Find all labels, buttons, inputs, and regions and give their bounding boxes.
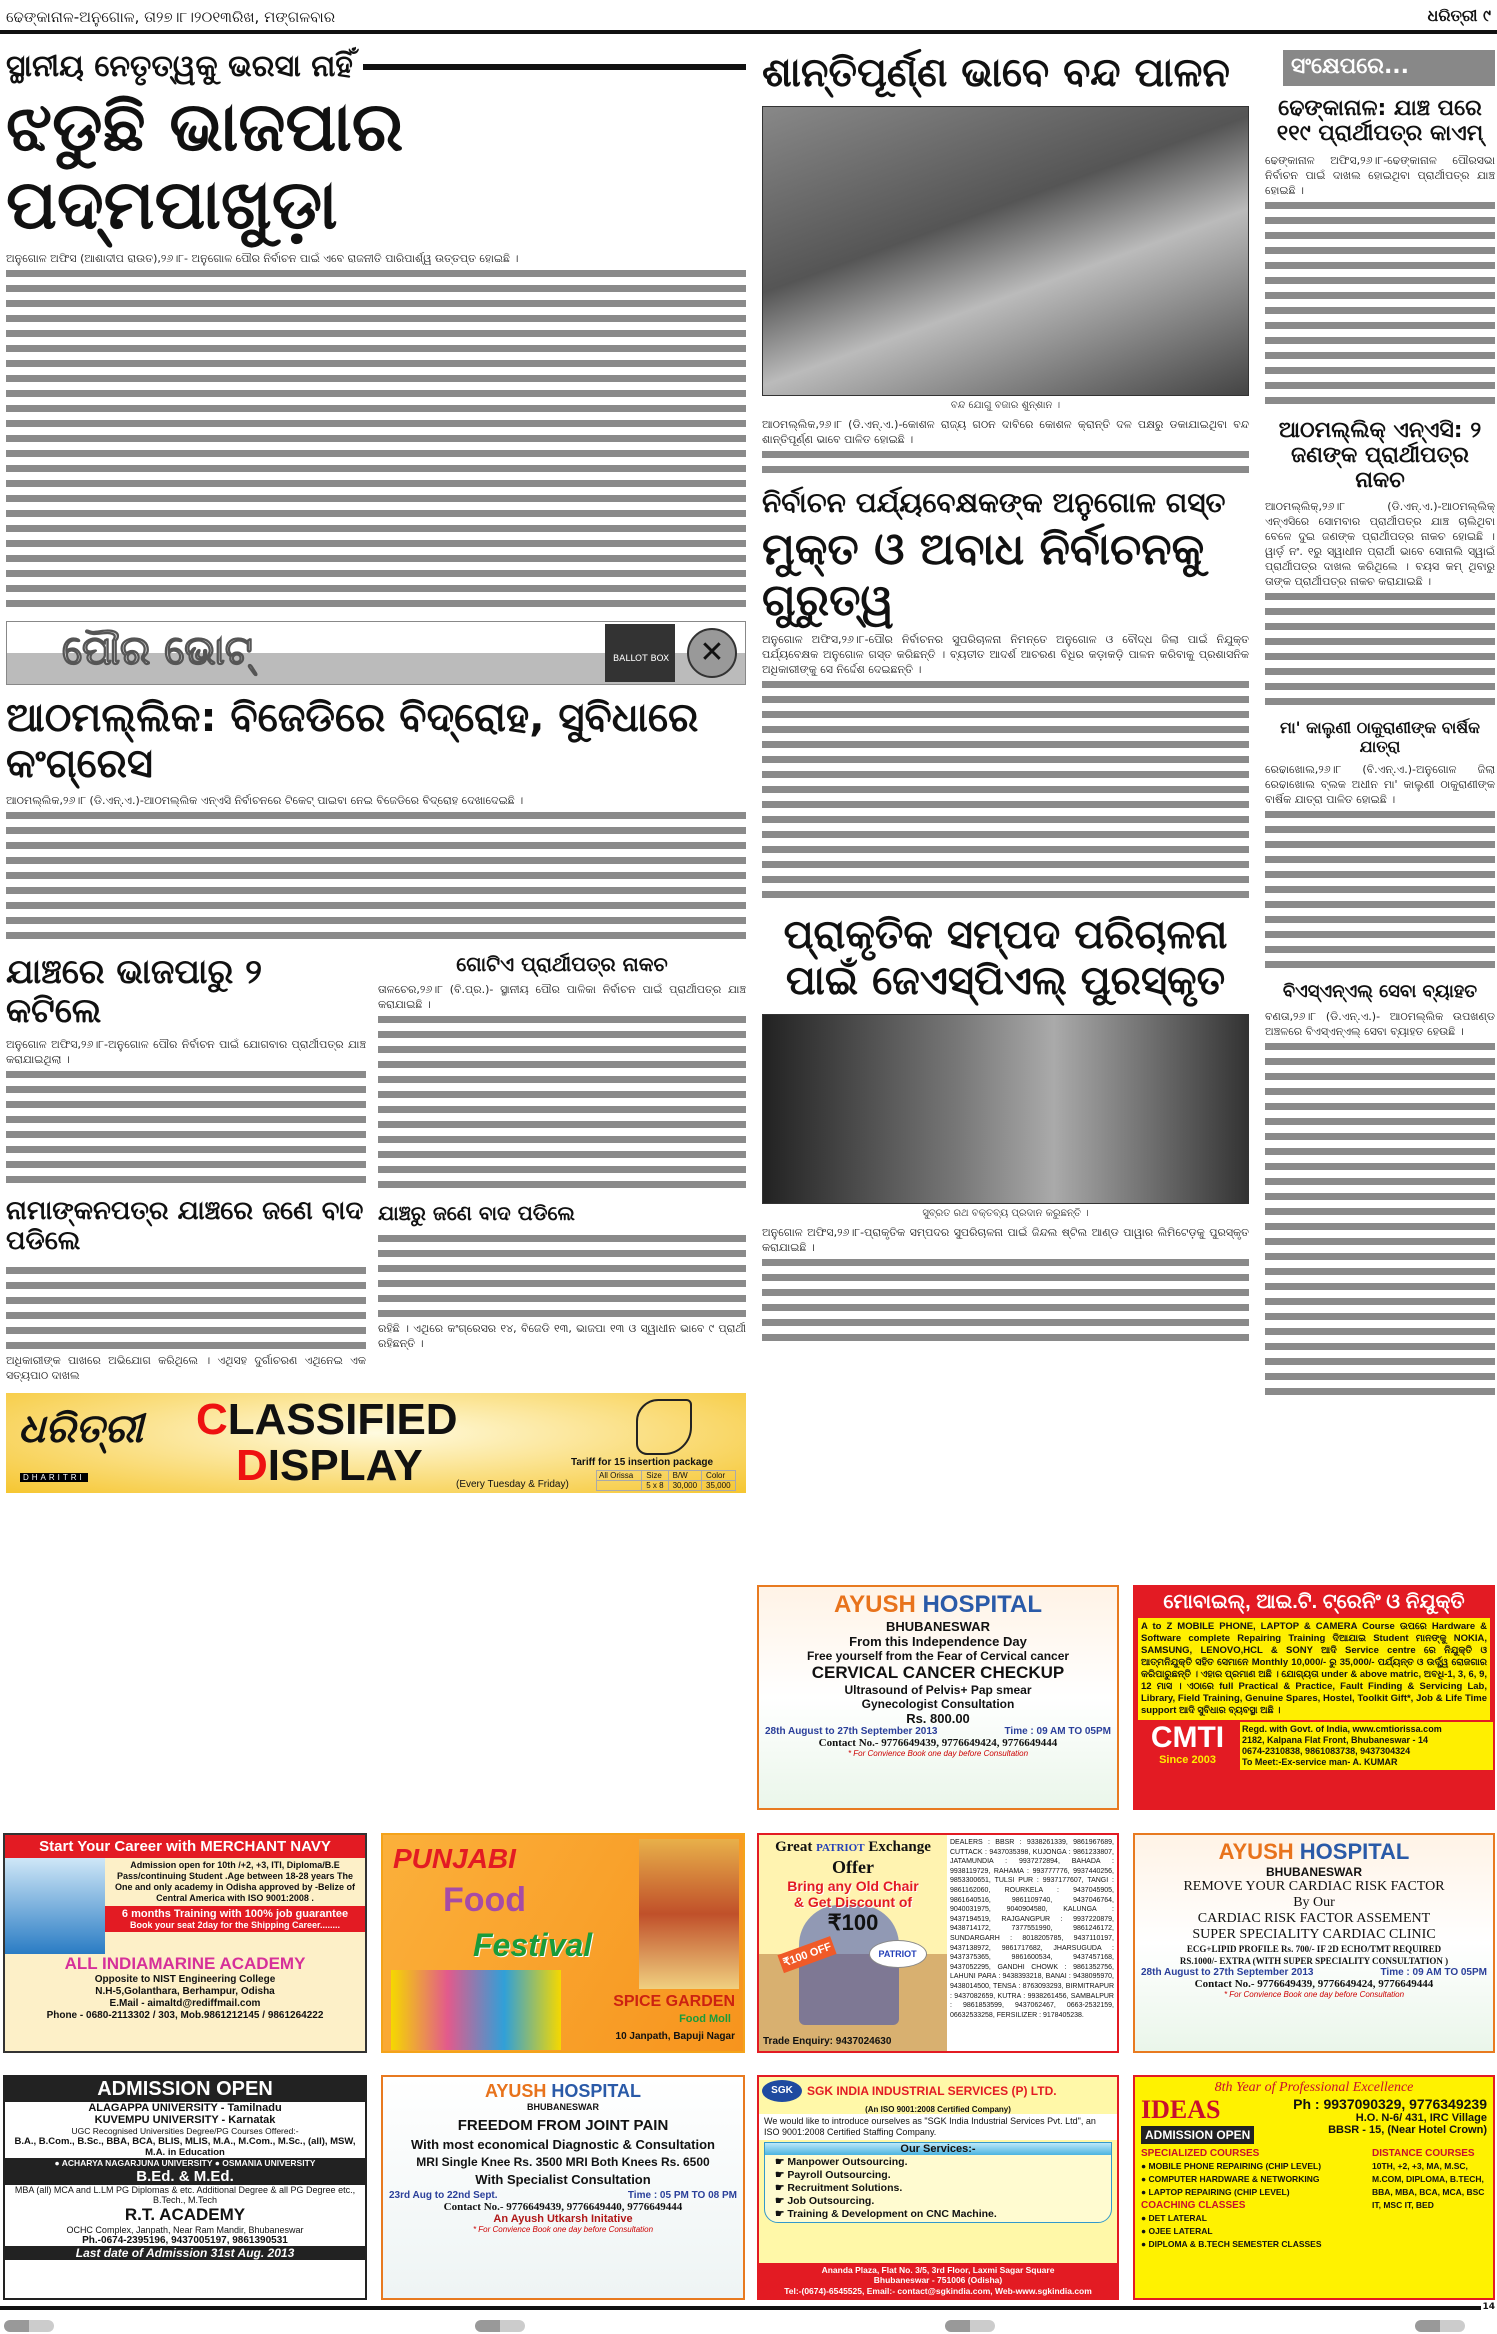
ad-initiative: An Ayush Utkarsh Initative — [493, 2213, 633, 2225]
patriot-brand: PATRIOT — [816, 1842, 865, 1854]
sgk-intro: We would like to introduce ourselves as "SGK India Industrial Services Pvt. Ltd", an ISO 9001:2008 Certified Staffing Company. — [759, 2114, 1117, 2140]
bjp-body-text: ଅନୁଗୋଳ ଅଫିସ,୨୬।୮-ଅନୁଗୋଳ ପୌର ନିର୍ବାଚନ ପାଇଁ ଯୋଗବାର ପ୍ରାର୍ଥୀପତ୍ର ଯାଞ୍ଚ କରାଯାଇଥିଲା । — [6, 1038, 366, 1067]
academy-name: R.T. ACADEMY — [124, 2205, 246, 2224]
registration-mark-icon — [945, 2320, 995, 2332]
ad-city: BHUBANESWAR — [1266, 1865, 1362, 1879]
brief-body-dhenkanal — [1265, 153, 1495, 408]
free-election-headline: ମୁକ୍ତ ଓ ଅବାଧ ନିର୍ବାଚନକୁ ଗୁରୁତ୍ୱ — [762, 524, 1205, 626]
ad-time: Time : 05 PM TO 08 PM — [627, 2190, 737, 2201]
academy-address: OCHC Complex, Janpath, Near Ram Mandir, Bhubaneswar — [66, 2225, 304, 2235]
service-item: ☛ Job Outsourcing. — [775, 2195, 875, 2207]
offer-line: & Get Discount of — [793, 1894, 913, 1910]
tariff-cell — [597, 1480, 642, 1490]
course-item: ● DET LATERAL — [1141, 2213, 1207, 2223]
course-item: ● COMPUTER HARDWARE & NETWORKING — [1141, 2174, 1320, 2184]
ad-rt-academy[interactable] — [3, 2075, 367, 2300]
talcher-body-text: ତାଳଚେର,୨୬।୮ (ବି.ପ୍ର.)- ସ୍ଥାନୀୟ ପୌର ପାଳିକା ନିର୍ବାଚନ ପାଇଁ ପ୍ରାର୍ଥୀପତ୍ର ଯାଞ୍ଚ କରାଯାଇଛି । — [378, 982, 746, 1011]
services-title: Our Services:- — [765, 2143, 1111, 2155]
ad-line: RS.1000/- EXTRA (WITH SUPER SPECIALITY CONSULTATION ) — [1179, 1956, 1449, 1966]
ad-line: REMOVE YOUR CARDIAC RISK FACTOR — [1183, 1879, 1445, 1894]
offer-text: Offer — [832, 1857, 874, 1877]
ad-dates: 28th August to 27th September 2013 — [1141, 1967, 1314, 1978]
ad-ayush-cervical[interactable] — [757, 1585, 1119, 1810]
tariff-table — [596, 1470, 736, 1491]
navy-phone: Phone - 0680-2113302 / 303, Mob.9861212145 / 9861264222 — [46, 2010, 324, 2021]
bandh-body — [762, 417, 1249, 477]
classified-display-banner — [6, 1393, 746, 1493]
jspl-caption: ସୁବ୍ରତ ରଥ ବକ୍ତବ୍ୟ ପ୍ରଦାନ କରୁଛନ୍ତି । — [922, 1208, 1089, 1220]
offer-text: Exchange — [868, 1839, 931, 1855]
odisha-map-icon — [636, 1399, 692, 1455]
athmallik-body — [6, 793, 746, 943]
distance-courses: 10TH, +2, +3, MA, M.SC, M.COM, DIPLOMA, B.TECH, BBA, MBA, BCA, MCA, BSC IT, MSC IT, BED — [1372, 2161, 1485, 2210]
free-election-body — [762, 632, 1249, 902]
sgk-logo: SGK — [762, 2080, 802, 2102]
ad-ideas[interactable] — [1133, 2075, 1495, 2300]
right-section — [1265, 50, 1495, 1399]
course-label: DET LATERAL — [1148, 2213, 1207, 2223]
excluded-body-text: ରହିଛି । ଏଥିରେ କଂଗ୍ରେସର ୧୪, ବିଜେଡି ୧୩, ଭାଜପା ୧୩ ଓ ସ୍ୱାଧୀନ ଭାବେ ୯ ପ୍ରାର୍ଥୀ ରହିଛନ୍ତି । — [378, 1321, 746, 1350]
course-label: COMPUTER HARDWARE & NETWORKING — [1148, 2174, 1320, 2184]
ad-time: Time : 09 AM TO 05PM — [1004, 1726, 1111, 1737]
dharitri-logo: ଧରିତ୍ରୀ — [18, 1406, 143, 1451]
tariff-title: Tariff for 15 insertion package — [571, 1456, 714, 1468]
course-item: ● LAPTOP REPAIRING (CHIP LEVEL) — [1141, 2187, 1290, 2197]
in-brief-section: ସଂକ୍ଷେପରେ... — [1283, 50, 1495, 86]
ad-line: From this Independence Day — [849, 1634, 1027, 1649]
course-item: ● DIPLOMA & B.TECH SEMESTER CLASSES — [1141, 2239, 1322, 2249]
ad-note: * For Convience Book one day before Consultation — [472, 2225, 654, 2234]
ad-price: Rs. 800.00 — [906, 1711, 970, 1726]
brief-body-bsnl — [1265, 1009, 1495, 1399]
ideas-logo: IDEAS — [1141, 2095, 1221, 2124]
ad-line: CARDIAC RISK FACTOR ASSEMENT — [1197, 1911, 1431, 1926]
brief-body-text: ବଣତା,୨୬।୮ (ଡି.ଏନ୍.ଏ.)- ଆଠମଲ୍ଲିକ ଉପଖଣ୍ଡ ଅଞ୍ଚଳରେ ବିଏସ୍‌ଏନ୍‌ଏଲ୍ ସେବା ବ୍ୟାହତ ହେଉଛି । — [1265, 1009, 1495, 1038]
ad-ayush-joint-pain[interactable] — [381, 2075, 745, 2300]
ad-contact: Contact No.- 9776649439, 9776649440, 9776649444 — [443, 2201, 683, 2213]
headline-excluded: ଯାଞ୍ଚରୁ ଜଣେ ବାଦ ପଡିଲେ — [378, 1200, 575, 1225]
service-item: ☛ Training & Development on CNC Machine. — [775, 2208, 997, 2220]
ad-dates: 28th August to 27th September 2013 — [765, 1726, 938, 1737]
ad-punjabi-food-festival[interactable] — [381, 1833, 745, 2053]
course-label: LAPTOP REPAIRING (CHIP LEVEL) — [1148, 2187, 1290, 2197]
festival-word: Festival — [473, 1927, 593, 1963]
ad-city: BHUBANESWAR — [527, 2102, 599, 2112]
ballot-box-icon: BALLOT BOX — [605, 624, 675, 682]
trade-enquiry: Trade Enquiry: 9437024630 — [763, 2036, 892, 2047]
kicker: ସ୍ଥାନୀୟ ନେତୃତ୍ୱକୁ ଭରସା ନାହିଁ — [6, 49, 353, 84]
headline-athmallik: ଆଠମଲ୍ଲିକ: ବିଜେଡିରେ ବିଦ୍ରୋହ, ସୁବିଧାରେ କଂଗ୍ରେସ — [6, 694, 699, 787]
course-item: ● OJEE LATERAL — [1141, 2226, 1213, 2236]
lead-body-text: ଅନୁଗୋଳ ଅଫିସ (ଆଶାଦୀପ ରାଉତ),୨୬।୮- ଅନୁଗୋଳ ପୌର ନିର୍ବାଚନ ପାଇଁ ଏବେ ରାଜନୀତି ପାରିପାର୍ଶ୍ୱ ଉତ୍ତପ୍ତ ହୋଇଛି । — [6, 251, 519, 265]
discount-amount: ₹100 — [827, 1910, 879, 1935]
ayush-name: AYUSH — [833, 1591, 916, 1618]
page-number: 14 — [1482, 2302, 1495, 2312]
service-label: Recruitment Solutions. — [787, 2182, 903, 2194]
lead-body — [6, 251, 746, 611]
cmti-contact: 2182, Kalpana Flat Front, Bhubaneswar - 14 — [1242, 1735, 1429, 1745]
tariff-header: All Orissa — [597, 1470, 642, 1480]
chair-panel — [759, 1835, 947, 2051]
courses-heading: SPECIALIZED COURSES — [1141, 2148, 1260, 2159]
sgk-address: Ananda Plaza, Flat No. 3/5, 3rd Floor, Laxmi Sagar Square — [821, 2264, 1055, 2275]
bjp-body — [6, 1037, 366, 1187]
brief-body-yatra — [1265, 762, 1495, 972]
ad-line: CERVICAL CANCER CHECKUP — [811, 1663, 1065, 1682]
restaurant-sub: Food Moll — [679, 2013, 731, 2025]
ideas-admission: ADMISSION OPEN — [1141, 2126, 1254, 2144]
brief-body-text: ରେଢାଖୋଲ,୨୬।୮ (ବି.ଏନ୍.ଏ.)-ଅନୁଗୋଳ ଜିଲା ରେଢାଖୋଲ ବ୍ଲକ ଅଧୀନ ମା' କାଲୁଣୀ ଠାକୁରାଣୀଙ୍କ ବାର୍ଷିକ ଯାତ୍ରା ପାଳିତ ହୋଇଛି । — [1265, 763, 1495, 807]
athmallik-body-text: ଆଠମଲ୍ଲିକ,୨୬।୮ (ଡି.ଏନ୍.ଏ.)-ଆଠମଲ୍ଲିକ ଏନ୍‌ଏସି ନିର୍ବାଚନରେ ଟିକେଟ୍ ପାଇବା ନେଇ ବିଜେଡିରେ ବିଦ୍ରୋହ ଦେଖାଦେଇଛି । — [6, 793, 524, 807]
ideas-tagline: 8th Year of Professional Excellence — [1214, 2080, 1414, 2095]
jspl-headline: ପ୍ରାକୃତିକ ସମ୍ପଦ ପରିଚାଳନା ପାଇଁ ଜେଏସ୍‌ପିଏଲ୍ ପୁରସ୍କୃତ — [783, 912, 1228, 1005]
ideas-address: H.O. N-6/ 431, IRC Village — [1355, 2112, 1487, 2124]
bandh-caption: ବନ୍ଦ ଯୋଗୁ ବଜାର ଶୁନ୍‌ଶାନ । — [950, 400, 1061, 411]
ayush-name: HOSPITAL — [551, 2081, 642, 2101]
ad-line: ECG+LIPID PROFILE Rs. 700/- IF 2D ECHO/TMT REQUIRED — [1186, 1944, 1442, 1954]
ad-patriot-chair[interactable] — [757, 1833, 1119, 2053]
headline-nomination: ନାମାଙ୍କନପତ୍ର ଯାଞ୍ଚରେ ଜଣେ ବାଦ ପଡିଲେ — [6, 1196, 364, 1256]
navy-title: Start Your Career with MERCHANT NAVY — [5, 1835, 365, 1858]
jspl-body-text: ଅନୁଗୋଳ ଅଫିସ,୨୬।୮-ପ୍ରାକୃତିକ ସମ୍ପଦର ସୁପରିଚାଳନା ପାଇଁ ଜିନ୍ଦଲ ଷ୍ଟିଲ ଆଣ୍ଡ ପାୱାର ଲିମିଟେଡ଼କୁ ପୁରସ୍କୃତ କରାଯାଇଛି । — [762, 1226, 1249, 1255]
ayush-name: HOSPITAL — [1299, 1839, 1410, 1864]
academy-phone: Ph.-0674-2395196, 9437005197, 9861390531 — [82, 2235, 288, 2246]
festival-word: PUNJABI — [393, 1843, 516, 1874]
ideas-address: BBSR - 15, (Near Hotel Crown) — [1328, 2124, 1487, 2136]
lower-articles — [6, 953, 746, 1383]
service-item: ☛ Payroll Outsourcing. — [775, 2169, 891, 2181]
cmti-logo: CMTI — [1150, 1721, 1225, 1754]
service-item: ☛ Manpower Outsourcing. — [775, 2156, 908, 2168]
bed-med: B.Ed. & M.Ed. — [136, 2168, 234, 2185]
ad-note: * For Convience Book one day before Consultation — [1223, 1990, 1405, 1999]
tariff-header: B/W — [668, 1470, 701, 1480]
ayush-name: HOSPITAL — [922, 1591, 1043, 1618]
courses: B.A., B.Com., B.Sc., BBA, BCA, BLIS, MLIS, M.A., M.Com., M.Sc., (all), MSW, M.A. in Education — [14, 2136, 356, 2158]
ad-merchant-navy[interactable] — [3, 1833, 367, 2053]
sgk-name: SGK INDIA INDUSTRIAL SERVICES (P) LTD. — [807, 2084, 1057, 2098]
observer-kicker: ନିର୍ବାଚନ ପର୍ଯ୍ୟବେକ୍ଷକଙ୍କ ଅନୁଗୋଳ ଗସ୍ତ — [762, 486, 1226, 519]
tariff-header: Size — [642, 1470, 668, 1480]
brief-headline-dhenkanal: ଢେଙ୍କାନାଳ: ଯାଞ୍ଚ ପରେ ୧୧୯ ପ୍ରାର୍ଥୀପତ୍ର କାଏମ୍ — [1276, 96, 1484, 147]
paper-page-label: ଧରିତ୍ରୀ ୯ — [1427, 6, 1491, 25]
ad-note: * For Convience Book one day before Consultation — [847, 1749, 1029, 1758]
navy-email: E.Mail - aimaltd@rediffmail.com — [109, 1998, 261, 2009]
ad-city: BHUBANESWAR — [886, 1619, 990, 1634]
sgk-contact: Tel:-(0674)-6545525, Email:- contact@sgkindia.com, Web-www.sgkindia.com — [784, 2285, 1092, 2296]
display-word: ISPLAY — [267, 1440, 423, 1490]
jspl-photo — [762, 1014, 1249, 1204]
ad-line: Free yourself from the Fear of Cervical cancer — [806, 1649, 1070, 1663]
ayush-name: AYUSH — [1218, 1839, 1294, 1864]
dancers-image — [391, 1970, 561, 2050]
dateline: ଢେଙ୍କାନାଳ-ଅନୁଗୋଳ, ତା୨୭।୮।୨୦୧୩ରିଖ, ମଙ୍ଗଳବାର — [6, 8, 336, 26]
navy-address: Opposite to NIST Engineering College — [94, 1974, 276, 1985]
ad-cmti[interactable] — [1133, 1585, 1495, 1810]
discount-tag: ₹100 OFF — [778, 1935, 838, 1972]
left-section — [6, 50, 746, 1493]
tariff-cell: 30,000 — [668, 1480, 701, 1490]
service-label: Payroll Outsourcing. — [787, 2169, 891, 2181]
brief-headline-yatra: ମା' କାଲୁଣୀ ଠାକୁରାଣୀଙ୍କ ବାର୍ଷିକ ଯାତ୍ରା — [1280, 718, 1480, 756]
registration-mark-icon — [4, 2320, 54, 2332]
sgk-address: Bhubaneswar - 751006 (Odisha) — [873, 2275, 1003, 2285]
food-image — [639, 1839, 739, 1989]
tariff-cell: 35,000 — [702, 1480, 735, 1490]
cmti-body: A to Z MOBILE PHONE, LAPTOP & CAMERA Course ଉପରେ Hardware & Software complete Repairing Training ଦିଆଯାଇ Student ମାନଙ୍କୁ NOKIA, SAMSUNG, LENOVO,HCL & SONY ଆଦି Service centre ରେ ନିଯୁକ୍ତି ଓ ଆତ୍ମନିଯୁକ୍ତି ସହିତ ସେମାନେ Monthly 10,000/- ରୁ 35,000/- ପର୍ଯ୍ୟନ୍ତ ଓ ଉର୍ଦ୍ଧ୍ୱ ରୋଜଗାର କରିପାରୁଛନ୍ତି । ଏହାର ପ୍ରମାଣ ଅଛି । ଯୋଗ୍ୟତା under & above matric, ଅବଧି-1, 3, 6, 9, 12 ମାସ । ଏଠାରେ full Practical & Practice, Fault Finding & Servicing Lab, Library, Field Training, Genuine Spares, Hostel, Toolkit Gift*, Job & Life Time support ଆଦି ସୁବିଧାର ବ୍ୟବସ୍ଥା ଅଛି । — [1138, 1618, 1490, 1720]
service-label: Job Outsourcing. — [787, 2195, 875, 2207]
courses: MBA (all) MCA and L.LM PG Diplomas & etc. Additional Degree & all PG Degree etc., B.Tech., M.Tech — [14, 2185, 356, 2205]
ad-line: With most economical Diagnostic & Consultation — [411, 2137, 715, 2152]
cmti-contact: Regd. with Govt. of India, www.cmtiorissa.com — [1242, 1724, 1442, 1734]
tariff-header: Color — [702, 1470, 735, 1480]
offer-line: Bring any Old Chair — [787, 1878, 919, 1894]
banner-title: ପୌର ଭୋଟ୍ — [62, 627, 253, 674]
ad-line: Ultrasound of Pelvis+ Pap smear — [844, 1683, 1032, 1697]
cmti-contact: To Meet:-Ex-service man- A. KUMAR — [1242, 1757, 1398, 1767]
university: ALAGAPPA UNIVERSITY - Tamilnadu — [88, 2102, 282, 2114]
course-label: DIPLOMA & B.TECH SEMESTER CLASSES — [1148, 2239, 1322, 2249]
last-date: Last date of Admission 31st Aug. 2013 — [5, 2246, 365, 2260]
kicker-rule — [363, 64, 746, 70]
brief-body-text: ଆଠମଲ୍ଲିକ୍,୨୬।୮ (ଡି.ଏନ୍.ଏ.)-ଆଠମଲ୍ଲିକ୍ ଏନ୍‌ଏସିରେ ସୋମବାର ପ୍ରାର୍ଥୀପତ୍ର ଯାଞ୍ଚ ଚାଲିଥିବା ବେଳେ ଦୁଇ ଜଣଙ୍କ ପ୍ରାର୍ଥୀପତ୍ର ନାକଚ ହୋଇଛି । ୱାର୍ଡ଼ ନଂ. ୧ରୁ ସ୍ୱାଧୀନ ପ୍ରାର୍ଥୀ ଭାବେ ସୋନାଲି ସ୍ୱାଇଁ ପ୍ରାର୍ଥୀପତ୍ର ଦାଖଲ କରିଥିଲେ । ବୟସ କମ୍ ଥିବାରୁ ତାଙ୍କ ପ୍ରାର୍ଥୀପତ୍ର ନାକଚ କରାଯାଇଛି । — [1265, 500, 1495, 589]
university: ● ACHARYA NAGARJUNA UNIVERSITY ● OSMANIA UNIVERSITY — [54, 2158, 316, 2168]
ad-dates: 23rd Aug to 22nd Sept. — [389, 2190, 498, 2201]
service-label: Manpower Outsourcing. — [787, 2156, 908, 2168]
navy-academy: ALL INDIAMARINE ACADEMY — [64, 1954, 306, 1973]
registration-mark-icon — [1415, 2320, 1465, 2332]
ad-time: Time : 09 AM TO 05PM — [1380, 1967, 1487, 1978]
ad-contact: Contact No.- 9776649439, 9776649424, 9776649444 — [818, 1737, 1058, 1749]
restaurant-name: SPICE GARDEN — [613, 1993, 735, 2010]
navy-guarantee: 6 months Training with 100% job guarantee — [121, 1908, 349, 1920]
header-rule — [0, 30, 1497, 34]
dharitri-logo-sub: DHARITRI — [20, 1473, 88, 1482]
courses-label: UGC Recognised Universities Degree/PG Courses Offered:- — [71, 2126, 299, 2136]
course-item: ● MOBILE PHONE REPAIRING (CHIP LEVEL) — [1141, 2161, 1322, 2171]
cmti-title: ମୋବାଇଲ୍, ଆଇ.ଟି. ଟ୍ରେନିଂ ଓ ନିଯୁକ୍ତି — [1163, 1591, 1465, 1613]
brief-body-nac — [1265, 499, 1495, 709]
university: KUVEMPU UNIVERSITY - Karnatak — [94, 2114, 276, 2126]
navy-book: Book your seat 2day for the Shipping Career........ — [129, 1920, 341, 1930]
ad-line: MRI Single Knee Rs. 3500 MRI Both Knees Rs. 6500 — [416, 2155, 710, 2169]
ad-line: SUPER SPECIALITY CARDIAC CLINIC — [1192, 1927, 1436, 1942]
jspl-body — [762, 1225, 1249, 1345]
festival-word: Food — [443, 1881, 527, 1919]
brief-body-text: ଢେଙ୍କାନାଳ ଅଫିସ,୨୬।୮-ଢେଙ୍କାନାଳ ପୌରସଭା ନିର୍ବାଚନ ପାଇଁ ଦାଖଲ ହୋଇଥିବା ପ୍ରାର୍ଥୀପତ୍ର ଯାଞ୍ଚ ହୋଇଛି । — [1265, 153, 1495, 197]
course-label: OJEE LATERAL — [1148, 2226, 1213, 2236]
display-initial: D — [236, 1440, 268, 1490]
ad-line: FREEDOM FROM JOINT PAIN — [457, 2117, 669, 2134]
navy-address: N.H-5,Golanthara, Berhampur, Odisha — [95, 1986, 275, 1997]
ad-line: Gynecologist Consultation — [861, 1697, 1015, 1711]
bandh-photo — [762, 106, 1249, 396]
classified-initial: C — [196, 1394, 228, 1444]
navy-body: Admission open for 10th /+2, +3, ITI, Diploma/B.E Pass/continuing Student .Age between 18-28 years The One and only academy in Odisha approved by -Belize of Central America with ISO 9001:2008 . — [114, 1860, 356, 1903]
ad-sgk-india[interactable] — [757, 2075, 1119, 2300]
free-election-body-text: ଅନୁଗୋଳ ଅଫିସ,୨୬।୮-ପୌର ନିର୍ବାଚନର ସୁପରିଚାଳନା ନିମନ୍ତେ ଅନୁଗୋଳ ଓ ବୌଦ୍ଧ ଜିଲା ପାଇଁ ନିଯୁକ୍ତ ପର୍ଯ୍ୟବେକ୍ଷକ ଅନୁଗୋଳ ଗସ୍ତ କରିଛନ୍ତି । ବ୍ୟତୀତ ଆଦର୍ଶ ଆଚରଣ ବିଧିର କଡ଼ାକଡ଼ି ପାଳନ କରିବାକୁ ପ୍ରଶାସନିକ ଅଧିକାରୀଙ୍କୁ ସେ ନିର୍ଦ୍ଦେଶ ଦେଇଛନ୍ତି । — [762, 633, 1249, 677]
restaurant-address: 10 Janpath, Bapuji Nagar — [615, 2031, 735, 2042]
dealer-list: DEALERS : BBSR : 9338261339, 9861967689, CUTTACK : 9437035398, KUJONGA : 9861233807, JATAMUNDIA : 9937272894, BAHADA : 9938119729, RAHAMA : 993777776, 9937440256, 9853300651, TULSI PUR : 9937177607, TANGI : 9861162060, ROURKELA : 9437045905, 9861640516, 9861109740, 9437046764, 9040031975, 9040904580, KALUNGA : 9437194519, RAJGANGPUR : 9937220879, 9438714172, 7377551990, 9861246172, SUNDARGARH : 8018205785, 9437110197, 9437138972, 9861717682, JHARSUGUDA : 9437375365, 9861600534, 9437457168, 9437052295, GANDHI CHOWK : 9861352756, LAHUNI PARA : 9438393218, BANAI : 9438095970, 9438014500, TENSA : 8763093293, BIRMITRAPUR : 9437082659, KUTRA : 9938261456, SAMBALPUR : 9861853599, 9437062467, 0663-2532159, 06632533258, FERSILIZER : 9178405238. — [950, 1839, 1114, 2019]
cmti-contact: 0674-2310838, 9861083738, 9437304324 — [1242, 1746, 1411, 1756]
lead-headline: ଝଡୁଛି ଭାଜପାର ପଦ୍ମପାଖୁଡ଼ା — [6, 87, 404, 245]
nomination-body — [6, 1263, 366, 1383]
middle-section — [762, 50, 1249, 1345]
ad-ayush-cardiac[interactable] — [1133, 1833, 1495, 2053]
excluded-body — [378, 1231, 746, 1351]
classified-word: LASSIFIED — [227, 1394, 458, 1444]
courses-heading: COACHING CLASSES — [1141, 2200, 1246, 2211]
headline-talcher: ଗୋଟିଏ ପ୍ରାର୍ଥୀପତ୍ର ନାକଚ — [456, 951, 668, 976]
admission-title: ADMISSION OPEN — [5, 2077, 365, 2102]
ideas-phone: Ph : 9937090329, 9776349239 — [1293, 2096, 1487, 2112]
sgk-iso: (An ISO 9001:2008 Certified Company) — [865, 2105, 1011, 2114]
cmti-since: Since 2003 — [1159, 1754, 1216, 1766]
ship-image — [5, 1858, 105, 1954]
patriot-logo: PATRIOT — [869, 1940, 927, 1968]
registration-mark-icon — [475, 2320, 525, 2332]
course-label: MOBILE PHONE REPAIRING (CHIP LEVEL) — [1148, 2161, 1322, 2171]
ad-line: By Our — [1293, 1895, 1335, 1910]
bandh-headline: ଶାନ୍ତିପୂର୍ଣ୍ଣ ଭାବେ ବନ୍ଦ ପାଳନ — [762, 50, 1230, 96]
nomination-body-text: ଅଧିକାରୀଙ୍କ ପାଖରେ ଅଭିଯୋଗ କରିଥିଲେ । ଏଥିସହ ଦୁର୍ଗାଚରଣ ଏଥିନେଇ ଏକ ସତ୍ୟପାଠ ଦାଖଲ — [6, 1353, 366, 1382]
offer-text: Great — [775, 1839, 813, 1855]
brief-headline-bsnl: ବିଏସ୍‌ଏନ୍‌ଏଲ୍ ସେବା ବ୍ୟାହତ — [1282, 981, 1478, 1003]
bandh-body-text: ଆଠମଲ୍ଲିକ,୨୬।୮ (ଡି.ଏନ୍.ଏ.)-କୋଶଳ ରାଜ୍ୟ ଗଠନ ଦାବିରେ କୋଶଳ କ୍ରାନ୍ତି ଦଳ ପକ୍ଷରୁ ଡକାଯାଇଥିବା ବନ୍ଦ ଶାନ୍ତିପୂର୍ଣ୍ଣ ଭାବେ ପାଳିତ ହୋଇଛି । — [762, 418, 1249, 446]
footer-rule — [0, 2306, 1481, 2310]
ad-line: With Specialist Consultation — [475, 2172, 651, 2187]
brief-headline-nac: ଆଠମଲ୍ଲିକ୍ ଏନ୍‌ଏସି: ୨ ଜଣଙ୍କ ପ୍ରାର୍ଥୀପତ୍ର ନାକଚ — [1278, 417, 1482, 494]
poura-vote-banner — [6, 621, 746, 685]
ayush-name: AYUSH — [484, 2081, 547, 2101]
talcher-body — [378, 982, 746, 1192]
ad-contact: Contact No.- 9776649439, 9776649424, 9776649444 — [1194, 1978, 1434, 1990]
publication-days: (Every Tuesday & Friday) — [456, 1478, 569, 1490]
service-label: Training & Development on CNC Machine. — [787, 2208, 997, 2220]
headline-bjp: ଯାଞ୍ଚରେ ଭାଜପାରୁ ୨ କଟିଲେ — [6, 951, 263, 1031]
tariff-cell: 5 x 8 — [642, 1480, 668, 1490]
courses-heading: DISTANCE COURSES — [1372, 2148, 1475, 2159]
vote-stamp-icon: ✕ — [687, 628, 737, 678]
service-item: ☛ Recruitment Solutions. — [775, 2182, 903, 2194]
